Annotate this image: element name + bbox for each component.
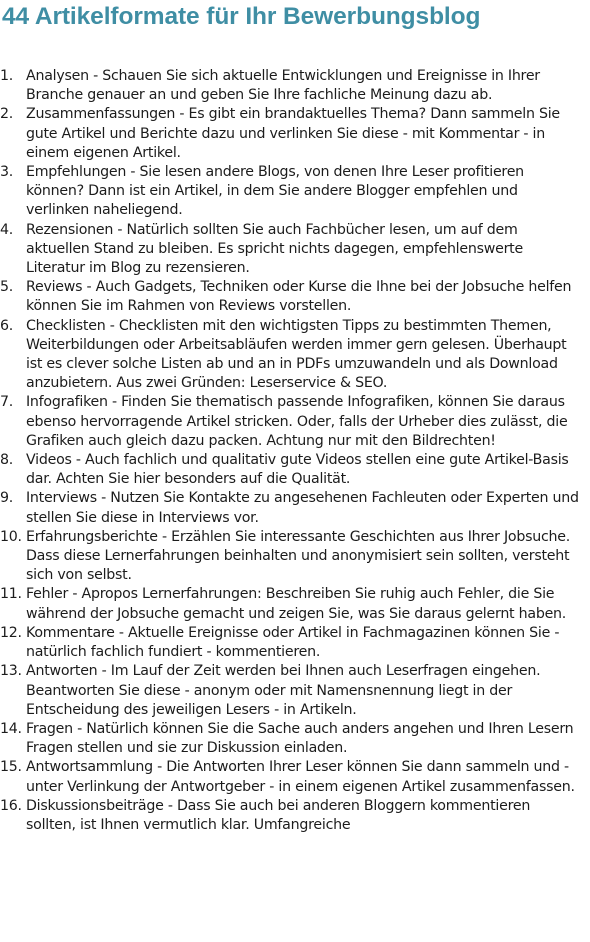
article-format-list [0, 67, 590, 835]
list-item-text: Zusammenfassungen - Es gibt ein brandaktuelles Thema? Dann sammeln Sie gute Artikel und Berichte dazu und verlinken Sie diese - mit Kommentar - in einem eigenen Artikel. [26, 106, 560, 161]
list-item [0, 585, 590, 623]
list-item [0, 105, 590, 163]
list-item [0, 163, 590, 221]
page-title: 44 Artikelformate für Ihr Bewerbungsblog [2, 3, 481, 30]
list-item-number: 2. [0, 106, 13, 123]
list-item-number: 5. [0, 279, 13, 296]
list-item [0, 662, 590, 720]
list-item-text: Analysen - Schauen Sie sich aktuelle Entwicklungen und Ereignisse in Ihrer Branche genauer an und geben Sie Ihre fachliche Meinung dazu ab. [26, 68, 540, 104]
list-item-text: Infografiken - Finden Sie thematisch passende Infografiken, können Sie daraus ebenso hervorragende Artikel stricken. Oder, falls der Urheber dies zulässt, die Grafiken auch gleich dazu packen. Achtung nur mit den Bildrechten! [26, 394, 568, 449]
list-item [0, 278, 590, 316]
list-item-number: 4. [0, 221, 13, 238]
list-item [0, 489, 590, 527]
list-item [0, 451, 590, 489]
list-item [0, 393, 590, 451]
list-item-number: 8. [0, 452, 13, 469]
list-item [0, 758, 590, 796]
list-item-text: Rezensionen - Natürlich sollten Sie auch Fachbücher lesen, um auf dem aktuellen Stand zu bleiben. Es spricht nichts dagegen, empfehlenswerte Literatur im Blog zu rezensieren. [26, 221, 523, 277]
list-item-number: 7. [0, 394, 13, 411]
list-item-text: Interviews - Nutzen Sie Kontakte zu angesehenen Fachleuten oder Experten und stellen Sie diese in Interviews vor. [26, 490, 579, 526]
list-item-text: Diskussionsbeiträge - Dass Sie auch bei anderen Bloggern kommentieren sollten, ist Ihnen vermutlich klar. Umfangreiche [26, 797, 531, 833]
list-item-text: Antworten - Im Lauf der Zeit werden bei Ihnen auch Leserfragen eingehen. Beantworten Sie diese - anonym oder mit Namensnennung liegt in der Entscheidung des jeweiligen Lesers - in Artikeln. [26, 663, 541, 718]
list-item-text: Fehler - Apropos Lernerfahrungen: Beschreiben Sie ruhig auch Fehler, die Sie während der Jobsuche gemacht und zeigen Sie, was Sie daraus gelernt haben. [26, 586, 567, 622]
list-item-number: 10. [0, 528, 22, 545]
list-item [0, 624, 590, 662]
list-item-number: 16. [0, 797, 22, 814]
list-item [0, 528, 590, 586]
list-item-number: 11. [0, 586, 22, 603]
list-item-number: 13. [0, 663, 22, 680]
list-item-text: Empfehlungen - Sie lesen andere Blogs, von denen Ihre Leser profitieren können? Dann ist ein Artikel, in dem Sie andere Blogger empfehlen und verlinken naheliegend. [26, 164, 524, 219]
list-item [0, 67, 590, 105]
list-item-text: Kommentare - Aktuelle Ereignisse oder Artikel in Fachmagazinen können Sie - natürlich fachlich fundiert - kommentieren. [26, 624, 560, 661]
list-item-number: 6. [0, 317, 13, 334]
list-item-number: 12. [0, 624, 22, 641]
list-item [0, 317, 590, 394]
list-item-text: Erfahrungsberichte - Erzählen Sie interessante Geschichten aus Ihrer Jobsuche. Dass diese Lernerfahrungen beinhalten und anonymisiert sein sollten, versteht sich von selbst. [26, 528, 571, 584]
list-item-number: 14. [0, 720, 22, 737]
list-item [0, 221, 590, 279]
list-item-number: 9. [0, 490, 13, 507]
list-item-number: 15. [0, 759, 22, 776]
list-item-text: Fragen - Natürlich können Sie die Sache auch anders angehen und Ihren Lesern Fragen stellen und sie zur Diskussion einladen. [26, 720, 574, 757]
list-item-text: Antwortsammlung - Die Antworten Ihrer Leser können Sie dann sammeln und - unter Verlinkung der Antwortgeber - in einem eigenen Artikel zusammenfassen. [26, 759, 575, 795]
list-item-text: Videos - Auch fachlich und qualitativ gute Videos stellen eine gute Artikel-Basis dar. Achten Sie hier besonders auf die Qualität. [26, 452, 569, 488]
list-item [0, 720, 590, 758]
list-item-number: 1. [0, 68, 13, 84]
list-item-number: 3. [0, 164, 13, 181]
list-item [0, 797, 590, 835]
list-item-text: Checklisten - Checklisten mit den wichtigsten Tipps zu bestimmten Themen, Weiterbildungen oder Arbeitsabläufen werden immer gern gelesen. Überhaupt ist es clever solche Listen ab und an in PDFs umzuwandeln und als Download anzubietern. Aus zwei Gründen: Leserservice & SEO. [26, 317, 567, 392]
list-item-text: Reviews - Auch Gadgets, Techniken oder Kurse die Ihne bei der Jobsuche helfen können Sie im Rahmen von Reviews vorstellen. [26, 279, 572, 315]
